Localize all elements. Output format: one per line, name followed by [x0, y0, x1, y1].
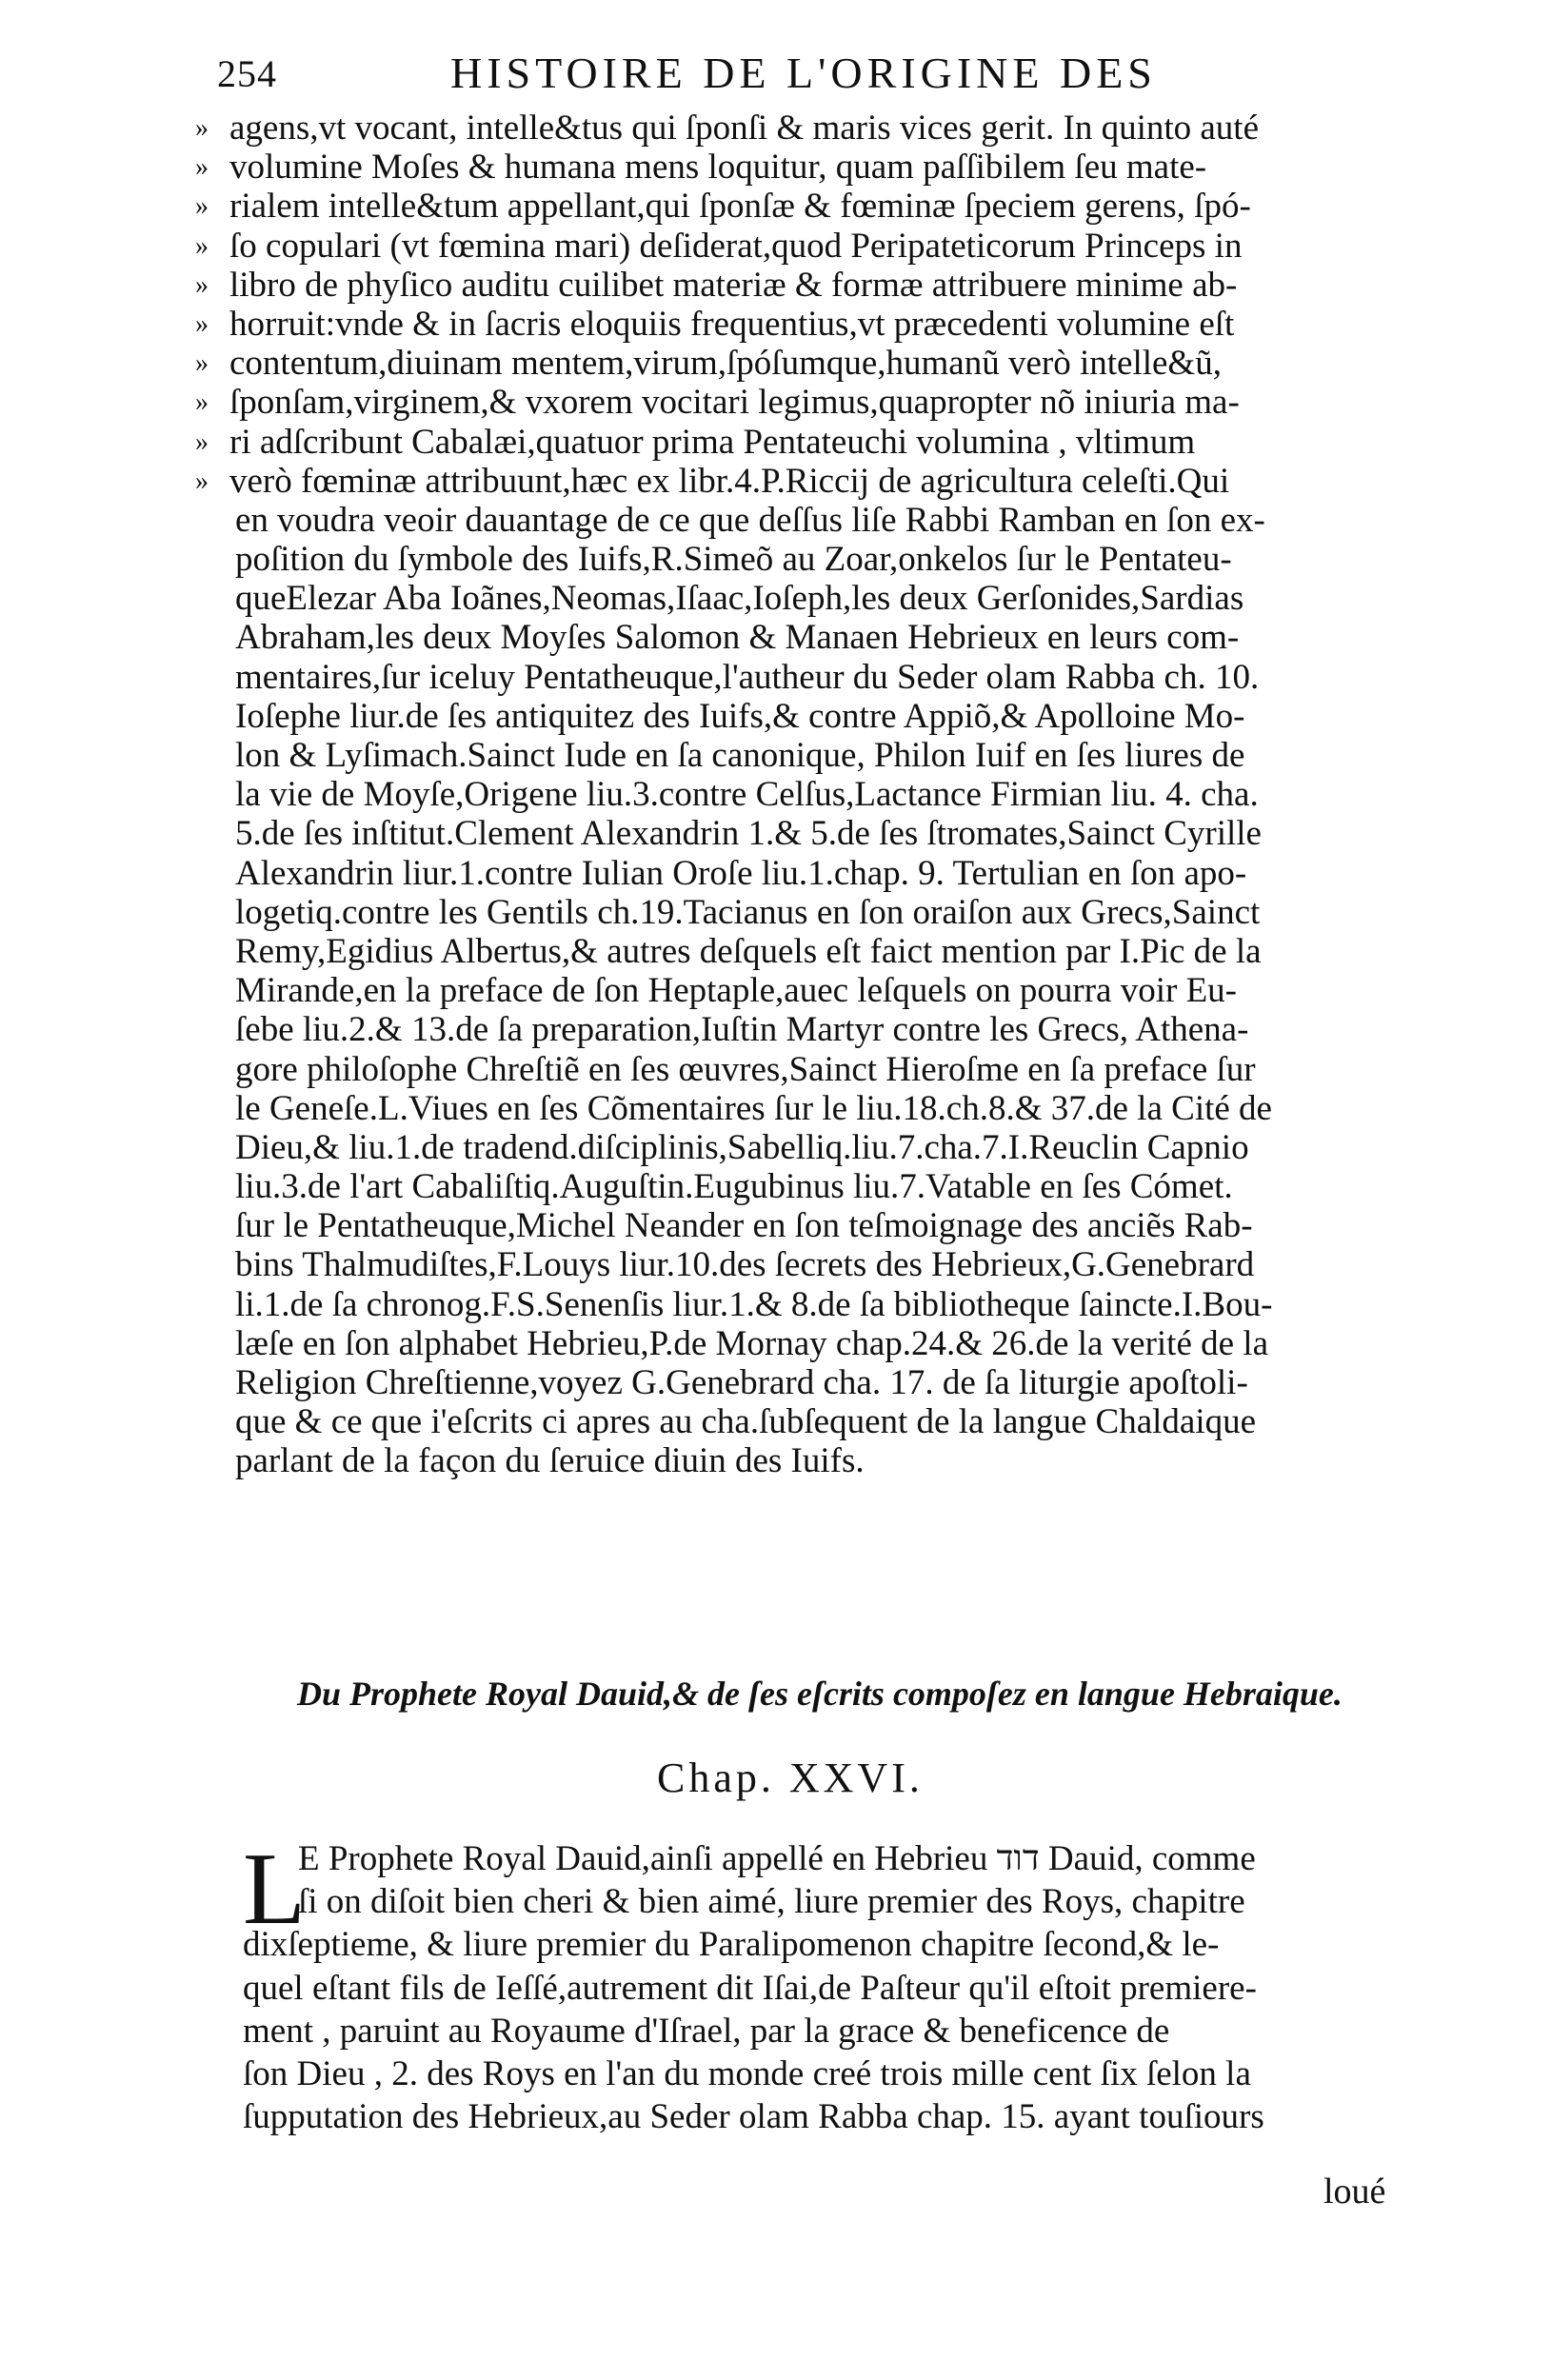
drop-cap: L	[243, 1833, 306, 1946]
text-line: la vie de Moyſe,Origene liu.3.contre Celſus,Lactance Firmian liu. 4. cha.	[235, 775, 1259, 815]
quote-mark: »	[195, 230, 209, 261]
quoted-line	[195, 305, 1423, 344]
quoted-line	[195, 462, 1423, 501]
quoted-line-text: libro de phyſico auditu cuilibet materiæ & formæ attribuere minime ab-	[229, 265, 1238, 305]
page-header	[217, 44, 1255, 110]
quote-mark: »	[195, 152, 209, 183]
chapter-heading: Chap. XXVI.	[657, 1755, 924, 1801]
text-line: lon & Lyſimach.Sainct Iude en ſa canonique, Philon Iuif en ſes liures de	[235, 736, 1245, 775]
text-line: bins Thalmudiſtes,F.Louys liur.10.des ſecrets des Hebrieux,G.Genebrard	[235, 1245, 1255, 1285]
text-line: Alexandrin liur.1.contre Iulian Oroſe liu.1.chap. 9. Tertulian en ſon apo-	[235, 853, 1247, 893]
quote-mark: »	[195, 308, 209, 339]
chapter-text-block	[243, 1833, 1433, 2138]
quoted-line	[195, 187, 1423, 226]
quote-mark: »	[195, 466, 209, 496]
quote-mark: »	[195, 113, 209, 143]
quoted-line	[195, 266, 1423, 305]
text-line: parlant de la façon du ſeruice diuin des Iuifs.	[235, 1441, 865, 1481]
text-line: Dieu,& liu.1.de tradend.diſciplinis,Sabelliq.liu.7.cha.7.I.Reuclin Capnio	[235, 1127, 1249, 1167]
quoted-line	[195, 227, 1423, 266]
quoted-line-text: ſo copulari (vt fœmina mari) deſiderat,quod Peripateticorum Princeps in	[229, 226, 1243, 266]
quoted-line-text: verò fœminæ attribuunt,hæc ex libr.4.P.Riccij de agricultura celeſti.Qui	[229, 461, 1230, 501]
text-line: Ioſephe liur.de ſes antiquitez des Iuifs,& contre Appiõ,& Apolloine Mo-	[235, 696, 1245, 736]
text-line: Mirande,en la preface de ſon Heptaple,auec leſquels on pourra voir Eu-	[235, 971, 1237, 1011]
text-line: 5.de ſes inſtitut.Clement Alexandrin 1.& 5.de ſes ſtromates,Sainct Cyrille	[235, 814, 1262, 854]
quoted-line	[195, 383, 1423, 422]
chapter-line: ſi on diſoit bien cheri & bien aimé, liure premier des Roys, chapitre	[298, 1882, 1245, 1922]
text-line: en voudra veoir dauantage de ce que deſſus liſe Rabbi Ramban en ſon ex-	[235, 500, 1265, 540]
chapter-line: dixſeptieme, & liure premier du Paralipomenon chapitre ſecond,& le-	[243, 1925, 1220, 1965]
quoted-line	[195, 148, 1423, 187]
text-line: poſition du ſymbole des Iuifs,R.Simeõ au Zoar,onkelos ſur le Pentateu-	[235, 540, 1232, 580]
text-line: mentaires,ſur iceluy Pentatheuque,l'autheur du Seder olam Rabba ch. 10.	[235, 657, 1260, 697]
chapter-line: ſon Dieu , 2. des Roys en l'an du monde creé trois mille cent ſix ſelon la	[243, 2053, 1251, 2093]
catchword: loué	[1323, 2172, 1386, 2211]
text-line: Religion Chreſtienne,voyez G.Genebrard cha. 17. de ſa liturgie apoſtoli-	[235, 1363, 1248, 1402]
main-text-block	[195, 109, 1423, 1481]
text-line: liu.3.de l'art Cabaliſtiq.Auguſtin.Eugubinus liu.7.Vatable en ſes Cómet.	[235, 1167, 1233, 1207]
quoted-line-text: volumine Moſes & humana mens loquitur, quam paſſibilem ſeu mate-	[229, 148, 1207, 188]
quote-mark: »	[195, 426, 209, 457]
quoted-line	[195, 344, 1423, 383]
quoted-line	[195, 109, 1423, 148]
text-line: li.1.de ſa chronog.F.S.Senenſis liur.1.& 8.de ſa bibliotheque ſaincte.I.Bou-	[235, 1284, 1273, 1324]
quote-mark: »	[195, 269, 209, 300]
quote-mark: »	[195, 348, 209, 379]
text-line: que & ce que i'eſcrits ci apres au cha.ſubſequent de la langue Chaldaique	[235, 1402, 1257, 1442]
text-line: gore philoſophe Chreſtiẽ en ſes œuvres,Sainct Hieroſme en ſa preface ſur	[235, 1049, 1256, 1089]
text-line: queElezar Aba Ioãnes,Neomas,Iſaac,Ioſeph,les deux Gerſonides,Sardias	[235, 579, 1244, 619]
text-line: le Geneſe.L.Viues en ſes Cõmentaires ſur le liu.18.ch.8.& 37.de la Cité de	[235, 1088, 1272, 1128]
quoted-line-text: agens,vt vocant, intelle&tus qui ſponſi & maris vices gerit. In quinto auté	[229, 109, 1260, 148]
quoted-line-text: contentum,diuinam mentem,virum,ſpóſumque,humanũ verò intelle&ũ,	[229, 344, 1222, 384]
text-line: logetiq.contre les Gentils ch.19.Tacianus en ſon oraiſon aux Grecs,Sainct	[235, 892, 1261, 932]
chapter-line: ſupputation des Hebrieux,au Seder olam Rabba chap. 15. ayant touſiours	[243, 2097, 1264, 2137]
quoted-line-text: horruit:vnde & in ſacris eloquiis frequentius,vt præcedenti volumine eſt	[229, 304, 1235, 344]
quote-mark: »	[195, 387, 209, 418]
chapter-line: quel eſtant fils de Ieſſé,autrement dit Iſai,de Paſteur qu'il eſtoit premiere-	[243, 1968, 1257, 2008]
text-line: ſur le Pentatheuque,Michel Neander en ſon teſmoignage des anciẽs Rab-	[235, 1206, 1253, 1246]
quoted-line-text: ri adſcribunt Cabalæi,quatuor prima Pentateuchi volumina , vltimum	[229, 422, 1196, 462]
text-line: Abraham,les deux Moyſes Salomon & Manaen Hebrieux en leurs com-	[235, 618, 1240, 658]
text-line: Remy,Egidius Albertus,& autres deſquels eſt faict mention par I.Pic de la	[235, 931, 1262, 971]
running-title: HISTOIRE DE L'ORIGINE DES	[450, 49, 1157, 97]
quoted-line	[195, 423, 1423, 462]
text-line: læſe en ſon alphabet Hebrieu,P.de Mornay chap.24.& 26.de la verité de la	[235, 1323, 1268, 1363]
chapter-line: ment , paruint au Royaume d'Iſrael, par la grace & beneficence de	[243, 2011, 1170, 2051]
text-line: ſebe liu.2.& 13.de ſa preparation,Iuſtin Martyr contre les Grecs, Athena-	[235, 1010, 1249, 1050]
page-number: 254	[217, 52, 277, 95]
quoted-line-text: rialem intelle&tum appellant,qui ſponſæ & fœminæ ſpeciem gerens, ſpó-	[229, 187, 1251, 227]
quoted-line-text: ſponſam,virginem,& vxorem vocitari legimus,quapropter nõ iniuria ma-	[229, 383, 1240, 423]
chapter-line: E Prophete Royal Dauid,ainſi appellé en Hebrieu דוד Dauid, comme	[298, 1839, 1256, 1878]
section-title: Du Prophete Royal Dauid,& de ſes eſcrits compoſez en langue Hebraique.	[297, 1675, 1343, 1713]
quote-mark: »	[195, 191, 209, 222]
